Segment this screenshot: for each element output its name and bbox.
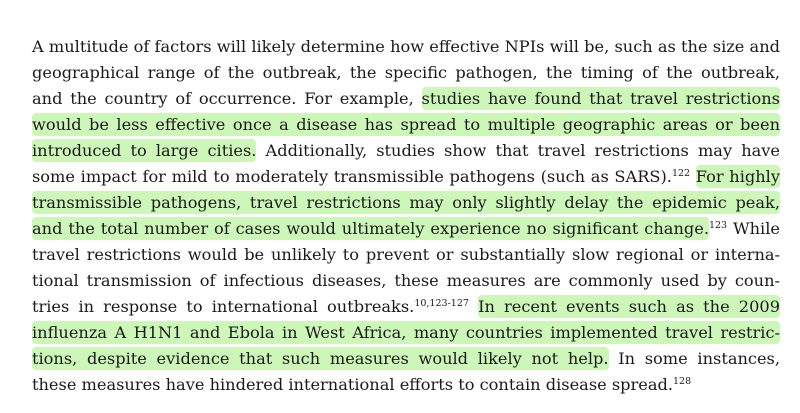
text-segment: tries in response to international outbreaks. xyxy=(32,297,415,316)
text-segment: geographical range of the outbreak, the specific pathogen, the timing of the outbreak, xyxy=(32,63,780,82)
text-line xyxy=(32,34,780,60)
highlighted-text: For highly xyxy=(695,167,781,186)
highlighted-text: transmissible pathogens, travel restrictions may only slightly delay the epidemic peak, xyxy=(32,193,780,212)
text-segment: In some instances, xyxy=(608,349,781,368)
text-segment xyxy=(469,297,478,316)
text-segment: travel restrictions would be unlikely to prevent or substantially slow regional or interna- xyxy=(32,245,780,264)
text-line xyxy=(32,242,780,268)
text-segment: While xyxy=(727,219,780,238)
text-line xyxy=(32,372,780,398)
text-line xyxy=(32,320,780,346)
highlighted-text: tions, despite evidence that such measures would likely not help. xyxy=(32,349,609,368)
citation-superscript: 128 xyxy=(673,376,692,387)
highlighted-text: influenza A H1N1 and Ebola in West Africa, many countries implemented travel restric- xyxy=(32,323,780,342)
text-line xyxy=(32,112,780,138)
text-segment: A multitude of factors will likely determine how effective NPIs will be, such as the size and xyxy=(32,37,780,56)
highlighted-text: and the total number of cases would ultimately experience no significant change. xyxy=(32,219,709,238)
text-segment: tional transmission of infectious diseases, these measures are commonly used by coun- xyxy=(32,271,780,290)
text-line xyxy=(32,86,780,112)
highlighted-text: introduced to large cities. xyxy=(32,141,257,160)
text-line xyxy=(32,216,780,242)
text-segment: Additionally, studies show that travel restrictions may have xyxy=(256,141,780,160)
text-segment: these measures have hindered international efforts to contain disease spread. xyxy=(32,375,674,394)
citation-superscript: 123 xyxy=(708,220,728,231)
citation-superscript: 10,123-127 xyxy=(414,298,469,309)
citation-superscript: 122 xyxy=(671,168,691,179)
text-line xyxy=(32,60,780,86)
text-line xyxy=(32,268,780,294)
body-paragraph xyxy=(32,34,780,398)
text-line xyxy=(32,138,780,164)
text-segment: and the country of occurrence. For example, xyxy=(32,89,422,108)
text-line xyxy=(32,164,780,190)
highlighted-text: studies have found that travel restrictions xyxy=(421,89,780,108)
text-segment xyxy=(690,167,696,186)
document-page xyxy=(32,34,780,398)
text-line xyxy=(32,294,780,320)
highlighted-text: would be less effective once a disease has spread to multiple geographic areas or been xyxy=(32,115,780,134)
text-line xyxy=(32,346,780,372)
highlighted-text: In recent events such as the 2009 xyxy=(478,297,780,316)
text-segment: some impact for mild to moderately transmissible pathogens (such as SARS). xyxy=(32,167,672,186)
text-line xyxy=(32,190,780,216)
